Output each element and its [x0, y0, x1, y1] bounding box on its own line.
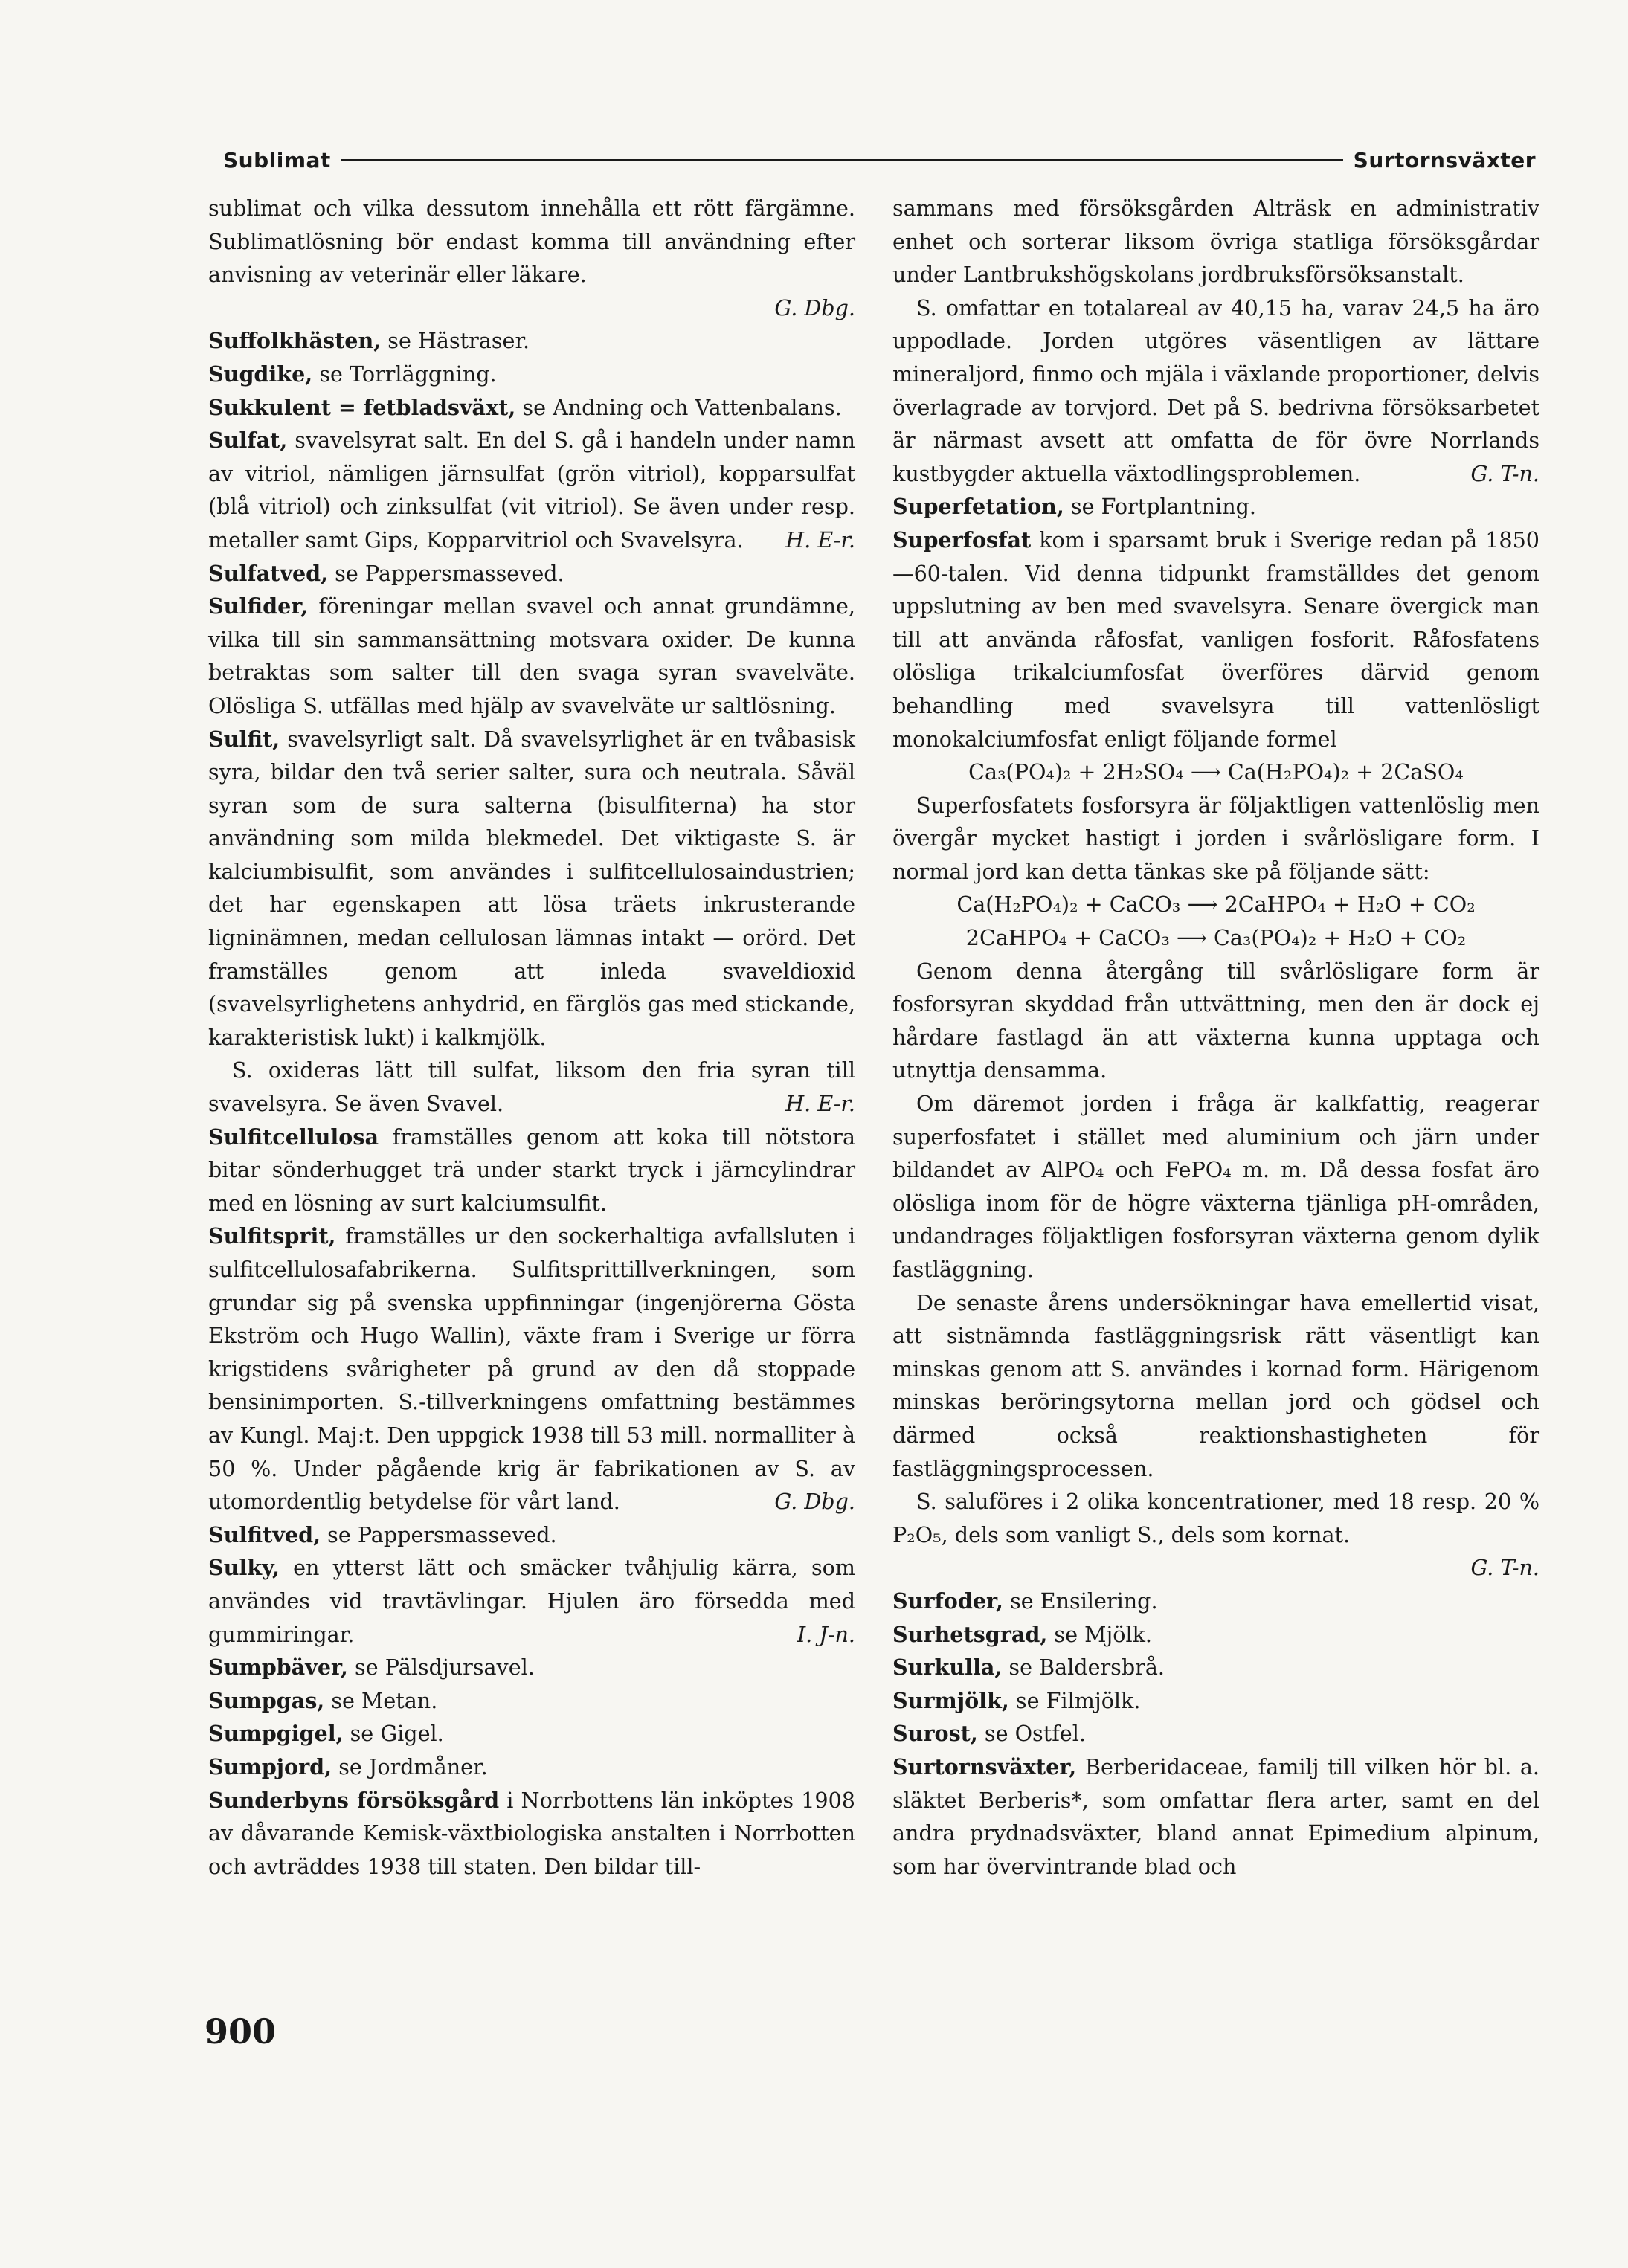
- entry-text: framställes genom att koka till nötstora bitar sönderhugget trä under starkt tryck i järncylindrar med en lösning av surt kalciumsulfit.: [208, 1124, 855, 1216]
- entry-text: se Andning och Vattenbalans.: [515, 394, 842, 420]
- entry-text: sammans med försöksgården Alträsk en administrativ enhet och sorterar liksom övriga statliga försöksgårdar under Lantbrukshögskolans jordbruksförsöksanstalt.: [892, 196, 1539, 288]
- entry-text: S. oxideras lätt till sulfat, liksom den fria syran till svavelsyra. Se även Svavel.: [208, 1057, 855, 1117]
- entry-headword: Sulfit,: [208, 726, 280, 752]
- author-signature: G. Dbg.: [774, 1489, 855, 1515]
- entry-headword: Sulfitsprit,: [208, 1223, 336, 1249]
- author-signature: G. T-n.: [1470, 1555, 1539, 1581]
- entry-text: en ytterst lätt och smäcker tvåhjulig kärra, som användes vid travtävlingar. Hjulen äro försedda med gummiringar.: [208, 1555, 855, 1647]
- entry-headword: Surost,: [892, 1721, 978, 1747]
- entry-text: se Pappersmasseved.: [328, 560, 564, 586]
- body-paragraph: [892, 1286, 1539, 1486]
- entry-paragraph: [208, 1784, 855, 1884]
- body-paragraph: [208, 192, 855, 291]
- entry-headword: Sulfitved,: [208, 1521, 321, 1547]
- entry-headword: Sulfat,: [208, 428, 288, 454]
- formula-line: Ca(H₂PO₄)₂ + CaCO₃ ⟶ 2CaHPO₄ + H₂O + CO₂: [956, 892, 1476, 918]
- left-column: [208, 192, 855, 1883]
- entry-paragraph: [892, 1717, 1539, 1750]
- entry-text: se Jordmåner.: [332, 1753, 488, 1779]
- entry-paragraph: [208, 1551, 855, 1651]
- entry-text: se Baldersbrå.: [1002, 1655, 1165, 1681]
- entry-headword: Surhetsgrad,: [892, 1621, 1048, 1647]
- entry-headword: Sumpbäver,: [208, 1655, 348, 1681]
- entry-headword: Sukkulent = fetbladsväxt,: [208, 394, 516, 420]
- body-paragraph: [892, 1485, 1539, 1551]
- body-paragraph: [892, 1087, 1539, 1286]
- entry-text: se Metan.: [324, 1687, 438, 1713]
- entry-paragraph: [208, 391, 855, 425]
- entry-headword: Sumpgas,: [208, 1687, 325, 1713]
- header-rule: [341, 159, 1343, 161]
- entry-text: Berberidaceae, familj till vilken hör bl. a. släktet Berberis*, som omfattar flera arter, samt en del andra prydnadsväxter, bland annat Epimedium alpinum, som har övervintrande blad och: [892, 1753, 1539, 1879]
- entry-headword: Surmjölk,: [892, 1687, 1009, 1713]
- entry-text: i Norrbottens län inköptes 1908 av dåvarande Kemisk-växtbiologiska anstalten i Norrbotten och avträddes 1938 till staten. Den bildar till-: [208, 1787, 855, 1879]
- entry-headword: Sulky,: [208, 1555, 280, 1581]
- entry-headword: Surfoder,: [892, 1588, 1003, 1614]
- entry-text: föreningar mellan svavel och annat grundämne, vilka till sin sammansättning motsvara oxider. De kunna betraktas som salter till den svaga syran svavelväte. Olösliga S. utfällas med hjälp av svavelväte ur saltlösning.: [208, 593, 855, 718]
- entry-text: se Filmjölk.: [1008, 1687, 1141, 1713]
- entry-text: se Pälsdjursavel.: [347, 1655, 535, 1681]
- entry-text: Superfosfatets fosforsyra är följaktligen vattenlöslig men övergår mycket hastigt i jorden i svårlösligare form. I normal jord kan detta tänkas ske på följande sätt:: [892, 792, 1539, 884]
- page-number: 900: [205, 2011, 277, 2052]
- entry-text: se Ostfel.: [977, 1721, 1086, 1747]
- entry-paragraph: [892, 1618, 1539, 1652]
- entry-text: se Hästraser.: [381, 328, 530, 354]
- entry-paragraph: [892, 1750, 1539, 1883]
- entry-text: sublimat och vilka dessutom innehålla ett rött färgämne. Sublimatlösning bör endast komma till användning efter anvisning av veterinär eller läkare.: [208, 196, 855, 288]
- header-right-word: Surtornsväxter: [1353, 147, 1536, 173]
- body-paragraph: [208, 1054, 855, 1120]
- entry-paragraph: [208, 557, 855, 590]
- entry-paragraph: [208, 1717, 855, 1750]
- entry-headword: Sunderbyns försöksgård: [208, 1787, 500, 1813]
- entry-paragraph: [892, 490, 1539, 523]
- entry-text: S. omfattar en totalareal av 40,15 ha, varav 24,5 ha äro uppodlade. Jorden utgöres väsentligen av lättare mineraljord, finmo och mjäla i växlande proportioner, delvis överlagrade av torvjord. Det på S. bedrivna försöksarbetet är närmast avsett att omfatta de för övre Norrlands kustbygder aktuella växtodlingsproblemen.: [892, 294, 1539, 486]
- entry-paragraph: [208, 723, 855, 1054]
- entry-headword: Surtornsväxter,: [892, 1753, 1077, 1779]
- formula-line: Ca₃(PO₄)₂ + 2H₂SO₄ ⟶ Ca(H₂PO₄)₂ + 2CaSO₄: [968, 759, 1464, 785]
- header-left-word: Sublimat: [223, 147, 331, 173]
- entry-text: Genom denna återgång till svårlösligare form är fosforsyran skyddad från uttvättning, men den är dock ej hårdare fastlagd än att växterna kunna upptaga och utnyttja densamma.: [892, 958, 1539, 1083]
- entry-paragraph: [208, 590, 855, 722]
- entry-text: S. saluföres i 2 olika koncentrationer, med 18 resp. 20 % P₂O₅, dels som vanligt S., dels som kornat.: [892, 1489, 1539, 1547]
- formula-line: 2CaHPO₄ + CaCO₃ ⟶ Ca₃(PO₄)₂ + H₂O + CO₂: [965, 925, 1467, 951]
- entry-headword: Sumpjord,: [208, 1753, 332, 1779]
- entry-paragraph: [208, 1651, 855, 1684]
- entry-headword: Suffolkhästen,: [208, 328, 382, 354]
- running-header: [223, 141, 1536, 178]
- entry-text: se Mjölk.: [1047, 1621, 1153, 1647]
- entry-paragraph: [892, 1585, 1539, 1618]
- author-signature: H. E-r.: [785, 526, 855, 552]
- entry-headword: Superfetation,: [892, 494, 1064, 520]
- entry-text: kom i sparsamt bruk i Sverige redan på 1850—60-talen. Vid denna tidpunkt framställdes det genom uppslutning av ben med svavelsyra. Senare övergick man till att använda råfosfat, vanligen fosforit. Råfosfatens olösliga trikalciumfosfat överföres därvid genom behandling med svavelsyra till vattenlösligt monokalciumfosfat enligt följande formel: [892, 526, 1539, 752]
- entry-headword: Sulfatved,: [208, 560, 329, 586]
- entry-paragraph: [892, 523, 1539, 756]
- entry-headword: Surkulla,: [892, 1655, 1003, 1681]
- entry-paragraph: [208, 1121, 855, 1220]
- body-paragraph: [892, 192, 1539, 291]
- entry-paragraph: [892, 1684, 1539, 1718]
- author-signature: H. E-r.: [785, 1091, 855, 1117]
- entry-paragraph: [208, 358, 855, 391]
- entry-paragraph: [208, 1220, 855, 1518]
- author-signature: I. J-n.: [797, 1621, 855, 1647]
- entry-headword: Sugdike,: [208, 361, 313, 387]
- entry-paragraph: [208, 1750, 855, 1784]
- entry-paragraph: [208, 324, 855, 358]
- entry-text: Om däremot jorden i fråga är kalkfattig, reagerar superfosfatet i stället med aluminium och järn under bildandet av AlPO₄ och FePO₄ m. m. Då dessa fosfat äro olösliga inom för de högre växterna tjänliga pH-områden, undandrages följaktligen fosforsyran växterna genom dylik fastläggning.: [892, 1091, 1539, 1282]
- body-paragraph: [892, 955, 1539, 1087]
- entry-text: se Pappersmasseved.: [321, 1521, 557, 1547]
- entry-headword: Sulfitcellulosa: [208, 1124, 379, 1150]
- entry-text: se Gigel.: [343, 1721, 444, 1747]
- entry-headword: Superfosfat: [892, 526, 1032, 552]
- entry-text: De senaste årens undersökningar hava emellertid visat, att sistnämnda fastläggningsrisk rätt väsentligt kan minskas genom att S. användes i kornad form. Härigenom minskas beröringsytorna mellan jord och gödsel och därmed också reaktionshastigheten för fastläggningsprocessen.: [892, 1289, 1539, 1481]
- entry-paragraph: [208, 1518, 855, 1552]
- author-signature: G. T-n.: [1470, 460, 1539, 486]
- entry-headword: Sulfider,: [208, 593, 309, 619]
- right-column: [892, 192, 1539, 1883]
- entry-text: svavelsyrat salt. En del S. gå i handeln under namn av vitriol, nämligen järnsulfat (grön vitriol), kopparsulfat (blå vitriol) och zinksulfat (vit vitriol). Se även under resp. metaller samt Gips, Kopparvitriol och Svavelsyra.: [208, 428, 855, 552]
- entry-headword: Sumpgigel,: [208, 1721, 344, 1747]
- entry-text: framställes ur den sockerhaltiga avfallsluten i sulfitcellulosafabrikerna. Sulfitsprittillverkningen, som grundar sig på svenska uppfinningar (ingenjörerna Gösta Ekström och Hugo Wallin), växte fram i Sverige ur förra krigstidens svårigheter på grund av den då stoppade bensinimporten. S.-tillverkningens omfattning bestämmes av Kungl. Maj:t. Den uppgick 1938 till 53 mill. normalliter à 50 %. Under pågående krig är fabrikationen av S. av utomordentlig betydelse för vårt land.: [208, 1223, 855, 1515]
- body-paragraph: [892, 291, 1539, 491]
- entry-text: se Fortplantning.: [1064, 494, 1257, 520]
- entry-paragraph: [208, 1684, 855, 1718]
- entry-paragraph: [208, 424, 855, 556]
- entry-text: svavelsyrligt salt. Då svavelsyrlighet är en tvåbasisk syra, bildar den två serier salter, sura och neutrala. Såväl syran som de sura salterna (bisulfiterna) ha stor användning som milda blekmedel. Det viktigaste S. är kalciumbisulfit, som användes i sulfitcellulosaindustrien; det har egenskapen att lösa träets inkrusterande ligninämnen, medan cellulosan lämnas intakt — orörd. Det framställes genom att inleda svaveldioxid (svavelsyrlighetens anhydrid, en färglös gas med stickande, karakteristisk lukt) i kalkmjölk.: [208, 726, 855, 1050]
- author-signature: G. Dbg.: [774, 294, 855, 320]
- entry-text: se Torrläggning.: [312, 361, 497, 387]
- entry-paragraph: [892, 1651, 1539, 1684]
- entry-text: se Ensilering.: [1003, 1588, 1158, 1614]
- body-paragraph: [892, 789, 1539, 889]
